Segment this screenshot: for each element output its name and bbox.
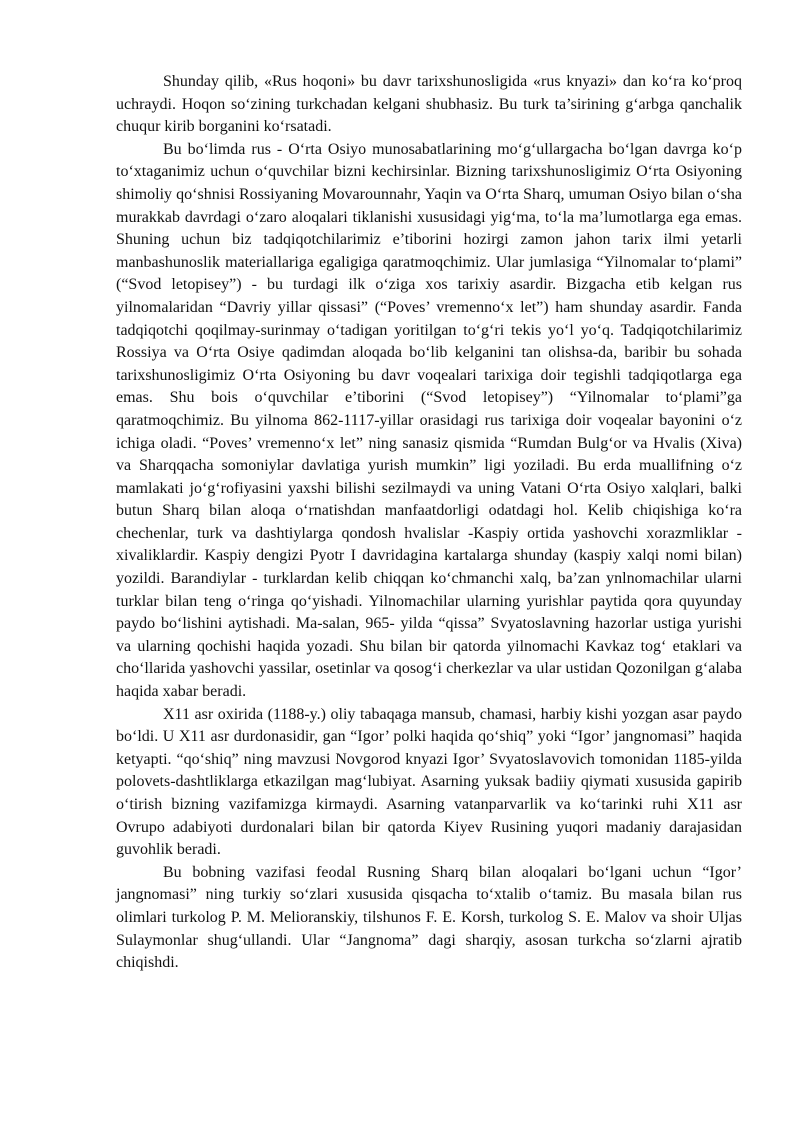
document-page <box>116 71 742 975</box>
paragraph-rus-central-asia-relations: Bu bo‘limda rus - O‘rta Osiyo munosabatlarining mo‘g‘ullargacha bo‘lgan davrga ko‘p to‘xtaganimiz uchun o‘quvchilar bizni kechirsinlar. Bizning tarixshunosligimiz O‘rta Osiyoning shimoliy qo‘shnisi Rossiyaning Movarounnahr, Yaqin va O‘rta Sharq, umuman Osiyo bilan o‘sha murakkab davrdagi o‘zaro aloqalari tiklanishi xususidagi yig‘ma, to‘la ma’lumotlarga ega emas. Shuning uchun biz tadqiqotchilarimiz e’tiborini hozirgi zamon jahon tarix ilmi yetarli manbashunoslik materiallariga egaligiga qaratmoqchimiz. Ular jumlasiga “Yilnomalar to‘plami” (“Svod letopisey”) - bu turdagi ilk o‘ziga xos tarixiy asardir. Bizgacha etib kelgan rus yilnomalaridan “Davriy yillar qissasi” (“Poves’ vremenno‘x let”) ham shunday asardir. Fanda tadqiqotchi qoqilmay-surinmay o‘tadigan yoritilgan to‘g‘ri tekis yo‘l yo‘q. Tadqiqotchilarimiz Rossiya va O‘rta Osiye qadimdan aloqada bo‘lib kelganini tan olishsa-da, baribir bu sohada tarixshunosligimiz O‘rta Osiyoning bu davr voqealari tarixiga doir tegishli tadqiqotlarga ega emas. Shu bois o‘quvchilar e’tiborini (“Svod letopisey”) “Yilnomalar to‘plami”ga qaratmoqchimiz. Bu yilnoma 862-1117-yillar orasidagi rus tarixiga doir voqealar bayonini o‘z ichiga oladi. “Poves’ vremenno‘x let” ning sanasiz qismida “Rumdan Bulg‘or va Hvalis (Xiva) va Sharqqacha somoniylar davlatiga yurish mumkin” ligi yoziladi. Bu erda muallifning o‘z mamlakati jo‘g‘rofiyasini yaxshi bilishi sezilmaydi va uning Vatani O‘rta Osiyo xalqlari, balki butun Sharq bilan aloqa o‘rnatishdan manfaatdorligi odatdagi hol. Kelib chiqishiga ko‘ra chechenlar, turk va dashtiylarga qondosh hvalislar -Kaspiy ortida yashovchi xorazmliklar - xivaliklardir. Kaspiy dengizi Pyotr I davridagina kartalarga shunday (kaspiy xalqi nomi bilan) yozildi. Barandiylar - turklardan kelib chiqqan ko‘chmanchi xalq, ba’zan ynlnomachilar ularni turklar bilan teng o‘ringa qo‘yishadi. Yilnomachilar ularning yurishlar paytida qora quyunday paydo bo‘lishini aytishadi. Ma-salan, 965- yilda “qissa” Svyatoslavning hazorlar ustiga yurishi va ularning qochishi haqida yozadi. Shu bilan bir qatorda yilnomachi Kavkaz tog‘ etaklari va cho‘llarida yashovchi yassilar, osetinlar va qosog‘i cherkezlar va ular ustidan Qozonilgan g‘alaba haqida xabar beradi. <box>116 140 742 701</box>
paragraph-rus-hoqoni: Shunday qilib, «Rus hoqoni» bu davr tarixshunosligida «rus knyazi» dan ko‘ra ko‘proq uchraydi. Hoqon so‘zining turkchadan kelgani shubhasiz. Bu turk ta’sirining g‘arbga qanchalik chuqur kirib borganini ko‘rsatadi. <box>116 73 742 136</box>
paragraph-igor-tale: X11 asr oxirida (1188-y.) oliy tabaqaga mansub, chamasi, harbiy kishi yozgan asar paydo bo‘ldi. U X11 asr durdonasidir, gan “Igor’ polki haqida qo‘shiq” yoki “Igor’ jangnomasi” haqida ketyapti. “qo‘shiq” ning mavzusi Novgorod knyazi Igor’ Svyatoslavovich tomonidan 1185-yilda polovets-dashtliklarga etkazilgan mag‘lubiyat. Asarning yuksak badiiy qiymati xususida gapirib o‘tirish bizning vazifamizga kirmaydi. Asarning vatanparvarlik va ko‘tarinki ruhi X11 asr Ovrupo adabiyoti durdonalari bilan bir qatorda Kiyev Rusining yuqori madaniy darajasidan guvohlik beradi. <box>116 705 742 859</box>
paragraph-turkic-words: Bu bobning vazifasi feodal Rusning Sharq bilan aloqalari bo‘lgani uchun “Igor’ jangnomasi” ning turkiy so‘zlari xususida qisqacha to‘xtalib o‘tamiz. Bu masala bilan rus olimlari turkolog P. M. Melioranskiy, tilshunos F. E. Korsh, turkolog S. E. Malov va shoir Uljas Sulaymonlar shug‘ullandi. Ular “Jangnoma” dagi sharqiy, asosan turkcha so‘zlarni ajratib chiqishdi. <box>116 863 742 972</box>
